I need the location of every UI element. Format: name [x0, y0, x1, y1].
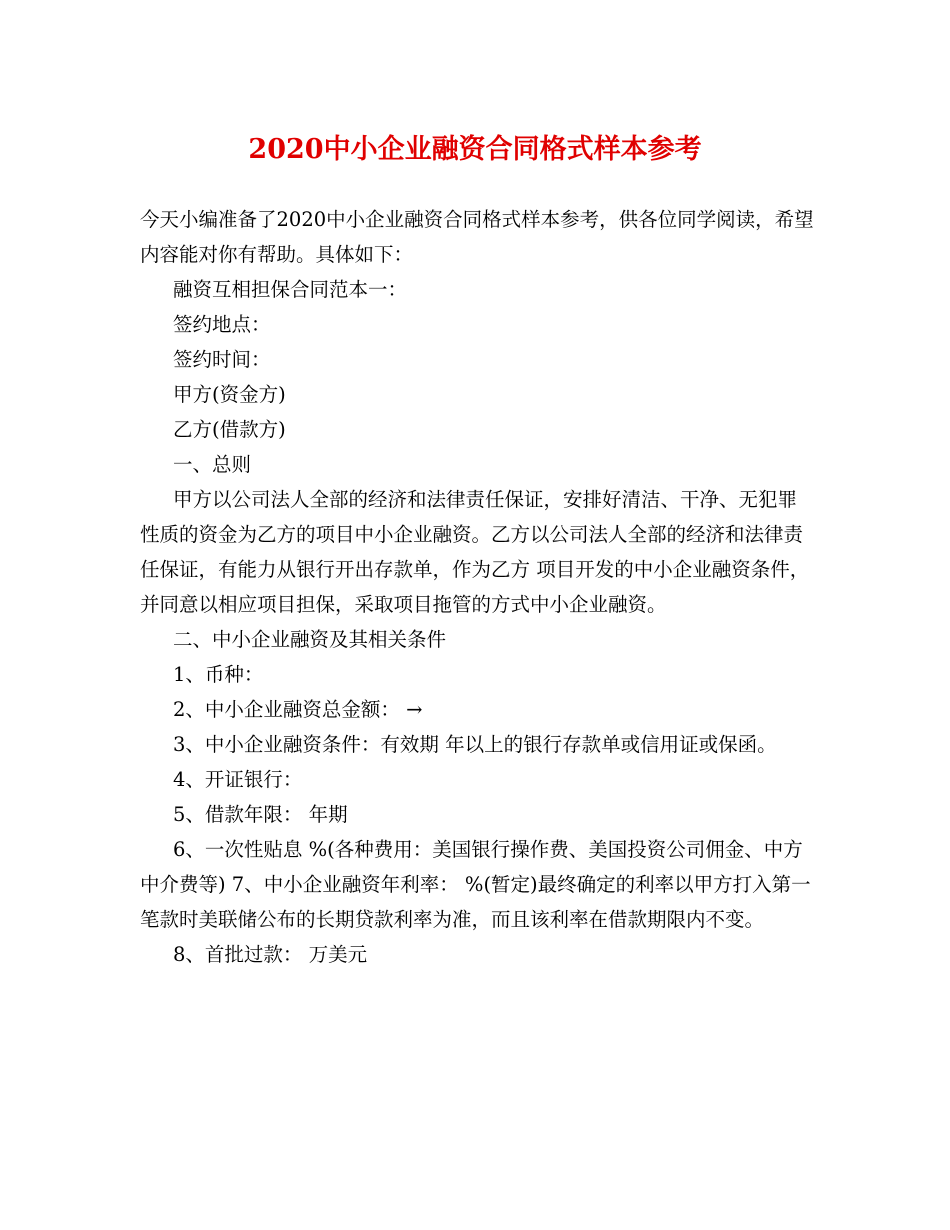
item-currency: 1、币种：: [173, 663, 264, 686]
intro-paragraph: 今天小编准备了2020中小企业融资合同格式样本参考，供各位同学阅读，希望内容能对你有帮助。具体如下：: [140, 208, 814, 266]
document-body: [140, 202, 816, 972]
party-b: 乙方(借款方): [173, 418, 286, 441]
item-financing-condition: 3、中小企业融资条件：有效期 年以上的银行存款单或信用证或保函。: [173, 733, 777, 756]
contract-heading: 融资互相担保合同范本一：: [173, 278, 408, 301]
item-loan-term: 5、借款年限： 年期: [173, 803, 348, 826]
item-first-payment: 8、首批过款： 万美元: [173, 943, 368, 966]
item-total-amount: 2、中小企业融资总金额： →: [173, 698, 423, 721]
section-financing-conditions: 二、中小企业融资及其相关条件: [173, 628, 447, 651]
signing-place: 签约地点：: [173, 313, 271, 336]
party-a: 甲方(资金方): [173, 383, 286, 406]
signing-time: 签约时间：: [173, 348, 271, 371]
document-title: 2020中小企业融资合同格式样本参考: [248, 134, 702, 165]
general-paragraph: 甲方以公司法人全部的经济和法律责任保证，安排好清洁、干净、无犯罪性质的资金为乙方的项目中小企业融资。乙方以公司法人全部的经济和法律责任保证，有能力从银行开出存款单，作为乙方 项目开发的中小企业融资条件，并同意以相应项目担保，采取项目拖管的方式中小企业融资。: [140, 488, 810, 616]
item-discount-and-rate: 6、一次性贴息 %(各种费用：美国银行操作费、美国投资公司佣金、中方中介费等) 7、中小企业融资年利率： %(暂定)最终确定的利率以甲方打入第一笔款时美联储公布的长期贷款利率为准，而且该利率在借款期限内不变。: [140, 838, 811, 931]
item-issuing-bank: 4、开证银行：: [173, 768, 303, 791]
section-general: 一、总则: [173, 453, 252, 476]
